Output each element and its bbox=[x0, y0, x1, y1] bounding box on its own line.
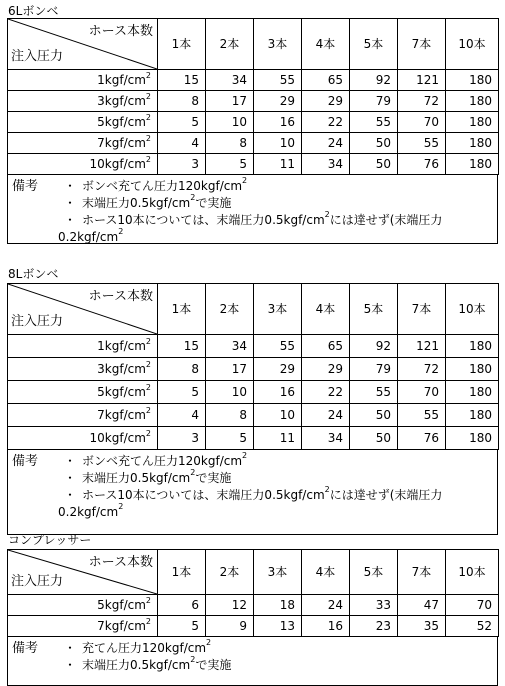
value-cell: 50 bbox=[350, 133, 398, 154]
table-row bbox=[8, 616, 499, 637]
value-cell: 180 bbox=[446, 112, 499, 133]
notes-list bbox=[60, 178, 495, 246]
value-cell: 3 bbox=[158, 154, 206, 175]
column-header: 10本 bbox=[446, 19, 499, 70]
diagonal-header-cell bbox=[8, 550, 158, 595]
header-bottom-label: 注入圧力 bbox=[11, 314, 64, 329]
column-header: 3本 bbox=[254, 284, 302, 335]
section-title: コンプレッサー bbox=[8, 533, 92, 547]
header-top-label: ホース本数 bbox=[88, 555, 153, 570]
note-item bbox=[60, 470, 495, 487]
note-text: 充てん圧力120kgf/cm bbox=[82, 641, 207, 655]
column-header: 3本 bbox=[254, 550, 302, 595]
value-cell: 29 bbox=[254, 358, 302, 381]
bullet: ・ bbox=[64, 658, 77, 672]
column-header: 4本 bbox=[302, 19, 350, 70]
column-header: 1本 bbox=[158, 19, 206, 70]
results-table bbox=[7, 18, 499, 175]
value-cell: 11 bbox=[254, 154, 302, 175]
note-item bbox=[60, 487, 495, 504]
value-cell: 55 bbox=[398, 133, 446, 154]
unit-superscript: 2 bbox=[118, 502, 124, 511]
column-header: 1本 bbox=[158, 284, 206, 335]
column-header: 2本 bbox=[206, 284, 254, 335]
header-row bbox=[8, 284, 499, 335]
value-cell: 72 bbox=[398, 91, 446, 112]
bullet: ・ bbox=[64, 179, 77, 193]
value-cell: 70 bbox=[446, 595, 499, 616]
value-cell: 52 bbox=[446, 616, 499, 637]
notes-box bbox=[7, 450, 498, 535]
notes-box bbox=[7, 637, 498, 686]
table-row bbox=[8, 70, 499, 91]
value-cell: 180 bbox=[446, 133, 499, 154]
column-header: 5本 bbox=[350, 550, 398, 595]
results-table bbox=[7, 283, 499, 450]
column-header: 7本 bbox=[398, 550, 446, 595]
column-header: 4本 bbox=[302, 550, 350, 595]
pressure-label-cell bbox=[8, 358, 158, 381]
value-cell: 24 bbox=[302, 404, 350, 427]
value-cell: 180 bbox=[446, 70, 499, 91]
value-cell: 16 bbox=[254, 112, 302, 133]
unit-superscript: 2 bbox=[145, 383, 151, 392]
value-cell: 79 bbox=[350, 91, 398, 112]
note-text-suffix: には達せず(末端圧力 bbox=[329, 488, 443, 502]
results-table bbox=[7, 549, 499, 637]
section-8l-cylinder bbox=[0, 265, 505, 519]
note-text: 0.2kgf/cm bbox=[58, 505, 119, 519]
table-row bbox=[8, 112, 499, 133]
bullet: ・ bbox=[64, 454, 77, 468]
table-row bbox=[8, 427, 499, 450]
unit-superscript: 2 bbox=[206, 638, 212, 647]
unit-superscript: 2 bbox=[190, 193, 196, 202]
value-cell: 47 bbox=[398, 595, 446, 616]
value-cell: 15 bbox=[158, 70, 206, 91]
unit-superscript: 2 bbox=[145, 360, 151, 369]
value-cell: 29 bbox=[302, 91, 350, 112]
notes-heading: 備考 bbox=[12, 179, 39, 194]
table-row bbox=[8, 381, 499, 404]
note-text: ボンベ充てん圧力120kgf/cm bbox=[82, 179, 243, 193]
diagonal-header-cell bbox=[8, 19, 158, 70]
unit-superscript: 2 bbox=[145, 113, 151, 122]
pressure-label: 3kgf/cm bbox=[97, 94, 146, 108]
diagonal-header-cell bbox=[8, 284, 158, 335]
header-bottom-label: 注入圧力 bbox=[11, 49, 64, 64]
value-cell: 6 bbox=[158, 595, 206, 616]
value-cell: 34 bbox=[206, 335, 254, 358]
value-cell: 18 bbox=[254, 595, 302, 616]
unit-superscript: 2 bbox=[118, 227, 124, 236]
note-item-continuation bbox=[58, 504, 495, 521]
pressure-label-cell bbox=[8, 133, 158, 154]
value-cell: 50 bbox=[350, 427, 398, 450]
value-cell: 70 bbox=[398, 381, 446, 404]
value-cell: 8 bbox=[158, 91, 206, 112]
value-cell: 34 bbox=[302, 154, 350, 175]
pressure-label: 7kgf/cm bbox=[97, 136, 146, 150]
value-cell: 34 bbox=[206, 70, 254, 91]
value-cell: 29 bbox=[254, 91, 302, 112]
value-cell: 33 bbox=[350, 595, 398, 616]
table-row bbox=[8, 154, 499, 175]
column-header: 5本 bbox=[350, 284, 398, 335]
value-cell: 180 bbox=[446, 404, 499, 427]
value-cell: 4 bbox=[158, 404, 206, 427]
value-cell: 17 bbox=[206, 358, 254, 381]
column-header: 1本 bbox=[158, 550, 206, 595]
note-item bbox=[60, 195, 495, 212]
unit-superscript: 2 bbox=[145, 429, 151, 438]
value-cell: 180 bbox=[446, 427, 499, 450]
value-cell: 5 bbox=[158, 381, 206, 404]
value-cell: 55 bbox=[398, 404, 446, 427]
value-cell: 15 bbox=[158, 335, 206, 358]
pressure-label-cell bbox=[8, 112, 158, 133]
column-header: 7本 bbox=[398, 19, 446, 70]
value-cell: 180 bbox=[446, 335, 499, 358]
notes-heading: 備考 bbox=[12, 454, 39, 469]
value-cell: 22 bbox=[302, 381, 350, 404]
value-cell: 29 bbox=[302, 358, 350, 381]
unit-superscript: 2 bbox=[145, 71, 151, 80]
bullet: ・ bbox=[64, 471, 77, 485]
value-cell: 23 bbox=[350, 616, 398, 637]
unit-superscript: 2 bbox=[190, 655, 196, 664]
column-header: 5本 bbox=[350, 19, 398, 70]
notes-box bbox=[7, 175, 498, 244]
note-item bbox=[60, 640, 495, 657]
value-cell: 10 bbox=[206, 381, 254, 404]
value-cell: 11 bbox=[254, 427, 302, 450]
value-cell: 121 bbox=[398, 70, 446, 91]
value-cell: 76 bbox=[398, 154, 446, 175]
pressure-label: 1kgf/cm bbox=[97, 339, 146, 353]
column-header: 4本 bbox=[302, 284, 350, 335]
value-cell: 8 bbox=[206, 404, 254, 427]
notes-heading: 備考 bbox=[12, 641, 39, 656]
table-row bbox=[8, 358, 499, 381]
pressure-label-cell bbox=[8, 154, 158, 175]
unit-superscript: 2 bbox=[145, 92, 151, 101]
value-cell: 16 bbox=[302, 616, 350, 637]
value-cell: 180 bbox=[446, 381, 499, 404]
pressure-label-cell bbox=[8, 616, 158, 637]
note-text: ホース10本については、末端圧力0.5kgf/cm bbox=[82, 488, 325, 502]
notes-list bbox=[60, 640, 495, 674]
pressure-label-cell bbox=[8, 70, 158, 91]
value-cell: 17 bbox=[206, 91, 254, 112]
value-cell: 50 bbox=[350, 404, 398, 427]
table-row bbox=[8, 91, 499, 112]
value-cell: 8 bbox=[158, 358, 206, 381]
note-item bbox=[60, 178, 495, 195]
header-top-label: ホース本数 bbox=[88, 289, 153, 304]
unit-superscript: 2 bbox=[145, 155, 151, 164]
value-cell: 10 bbox=[254, 133, 302, 154]
pressure-label: 5kgf/cm bbox=[97, 115, 146, 129]
value-cell: 50 bbox=[350, 154, 398, 175]
header-top-label: ホース本数 bbox=[88, 24, 153, 39]
pressure-label-cell bbox=[8, 91, 158, 112]
value-cell: 55 bbox=[350, 381, 398, 404]
value-cell: 12 bbox=[206, 595, 254, 616]
value-cell: 3 bbox=[158, 427, 206, 450]
table-row bbox=[8, 595, 499, 616]
value-cell: 65 bbox=[302, 335, 350, 358]
unit-superscript: 2 bbox=[242, 176, 248, 185]
bullet: ・ bbox=[64, 641, 77, 655]
pressure-label-cell bbox=[8, 335, 158, 358]
pressure-label-cell bbox=[8, 427, 158, 450]
section-compressor bbox=[0, 529, 505, 675]
note-text-suffix: には達せず(末端圧力 bbox=[329, 213, 443, 227]
value-cell: 79 bbox=[350, 358, 398, 381]
value-cell: 9 bbox=[206, 616, 254, 637]
header-bottom-label: 注入圧力 bbox=[11, 574, 64, 589]
header-row bbox=[8, 550, 499, 595]
value-cell: 92 bbox=[350, 70, 398, 91]
value-cell: 10 bbox=[206, 112, 254, 133]
pressure-label-cell bbox=[8, 404, 158, 427]
unit-superscript: 2 bbox=[145, 134, 151, 143]
column-header: 10本 bbox=[446, 284, 499, 335]
note-text-suffix: で実施 bbox=[195, 196, 232, 210]
value-cell: 5 bbox=[158, 112, 206, 133]
bullet: ・ bbox=[64, 213, 77, 227]
value-cell: 55 bbox=[254, 70, 302, 91]
value-cell: 13 bbox=[254, 616, 302, 637]
note-text: ボンベ充てん圧力120kgf/cm bbox=[82, 454, 243, 468]
value-cell: 72 bbox=[398, 358, 446, 381]
pressure-label: 10kgf/cm bbox=[89, 157, 146, 171]
bullet: ・ bbox=[64, 196, 77, 210]
note-text: 末端圧力0.5kgf/cm bbox=[82, 658, 191, 672]
column-header: 10本 bbox=[446, 550, 499, 595]
value-cell: 55 bbox=[350, 112, 398, 133]
value-cell: 5 bbox=[206, 154, 254, 175]
pressure-label: 10kgf/cm bbox=[89, 431, 146, 445]
value-cell: 5 bbox=[158, 616, 206, 637]
value-cell: 34 bbox=[302, 427, 350, 450]
unit-superscript: 2 bbox=[324, 210, 330, 219]
column-header: 7本 bbox=[398, 284, 446, 335]
unit-superscript: 2 bbox=[190, 468, 196, 477]
value-cell: 8 bbox=[206, 133, 254, 154]
value-cell: 121 bbox=[398, 335, 446, 358]
column-header: 2本 bbox=[206, 550, 254, 595]
value-cell: 92 bbox=[350, 335, 398, 358]
note-text: 末端圧力0.5kgf/cm bbox=[82, 471, 191, 485]
unit-superscript: 2 bbox=[145, 337, 151, 346]
column-header: 3本 bbox=[254, 19, 302, 70]
table-row bbox=[8, 133, 499, 154]
value-cell: 70 bbox=[398, 112, 446, 133]
column-header: 2本 bbox=[206, 19, 254, 70]
pressure-label-cell bbox=[8, 381, 158, 404]
value-cell: 55 bbox=[254, 335, 302, 358]
pressure-label: 7kgf/cm bbox=[97, 408, 146, 422]
note-item bbox=[60, 453, 495, 470]
section-6l-cylinder bbox=[0, 0, 505, 250]
pressure-label: 7kgf/cm bbox=[97, 619, 146, 633]
value-cell: 35 bbox=[398, 616, 446, 637]
value-cell: 16 bbox=[254, 381, 302, 404]
note-item bbox=[60, 212, 495, 229]
value-cell: 180 bbox=[446, 154, 499, 175]
note-text: ホース10本については、末端圧力0.5kgf/cm bbox=[82, 213, 325, 227]
note-item bbox=[60, 657, 495, 674]
value-cell: 180 bbox=[446, 358, 499, 381]
header-row bbox=[8, 19, 499, 70]
unit-superscript: 2 bbox=[242, 451, 248, 460]
note-item-continuation bbox=[58, 229, 495, 246]
value-cell: 24 bbox=[302, 595, 350, 616]
value-cell: 180 bbox=[446, 91, 499, 112]
pressure-label: 3kgf/cm bbox=[97, 362, 146, 376]
value-cell: 4 bbox=[158, 133, 206, 154]
note-text: 0.2kgf/cm bbox=[58, 230, 119, 244]
bullet: ・ bbox=[64, 488, 77, 502]
table-row bbox=[8, 404, 499, 427]
unit-superscript: 2 bbox=[145, 406, 151, 415]
value-cell: 24 bbox=[302, 133, 350, 154]
section-title: 6Lボンベ bbox=[8, 4, 59, 18]
unit-superscript: 2 bbox=[145, 596, 151, 605]
value-cell: 76 bbox=[398, 427, 446, 450]
notes-list bbox=[60, 453, 495, 521]
unit-superscript: 2 bbox=[145, 617, 151, 626]
note-text-suffix: で実施 bbox=[195, 658, 232, 672]
unit-superscript: 2 bbox=[324, 485, 330, 494]
value-cell: 65 bbox=[302, 70, 350, 91]
value-cell: 22 bbox=[302, 112, 350, 133]
note-text-suffix: で実施 bbox=[195, 471, 232, 485]
pressure-label-cell bbox=[8, 595, 158, 616]
value-cell: 10 bbox=[254, 404, 302, 427]
note-text: 末端圧力0.5kgf/cm bbox=[82, 196, 191, 210]
pressure-label: 5kgf/cm bbox=[97, 598, 146, 612]
pressure-label: 5kgf/cm bbox=[97, 385, 146, 399]
section-title: 8Lボンベ bbox=[8, 267, 59, 281]
pressure-label: 1kgf/cm bbox=[97, 73, 146, 87]
value-cell: 5 bbox=[206, 427, 254, 450]
table-row bbox=[8, 335, 499, 358]
